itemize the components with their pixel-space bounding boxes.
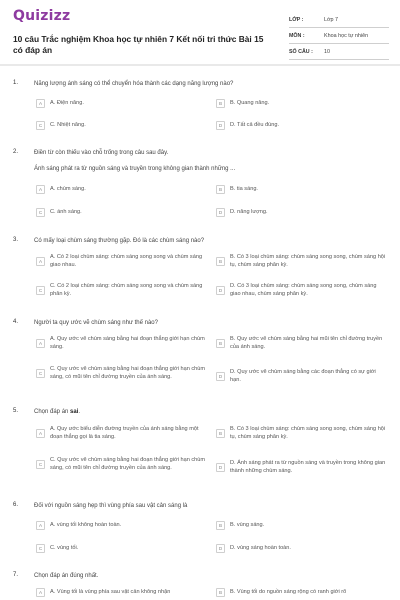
worksheet-title: 10 câu Trắc nghiệm Khoa học tự nhiên 7 Kết nối tri thức Bài 15 có đáp án	[13, 34, 264, 55]
option-text: A. vùng tối không hoàn toàn.	[50, 521, 122, 528]
option-text: C. Nhiệt năng.	[50, 121, 86, 128]
option-b[interactable]	[216, 254, 388, 269]
option-letter-box: D	[216, 286, 225, 295]
option-b[interactable]	[216, 336, 388, 351]
option-b[interactable]	[216, 99, 388, 108]
meta-value: 10	[324, 48, 330, 55]
question-number: 7.	[13, 572, 19, 578]
option-b[interactable]	[216, 426, 388, 441]
option-letter-box: C	[36, 544, 45, 553]
question-number: 2.	[13, 149, 19, 155]
option-text: A. Quy ước vẽ chùm sáng bằng hai đoạn thẳng giới hạn chùm sáng.	[50, 336, 205, 350]
option-a[interactable]	[36, 521, 208, 530]
option-letter-box: A	[36, 339, 45, 348]
option-b[interactable]	[216, 185, 388, 194]
question-text-emphasis: sai	[70, 409, 79, 415]
option-letter-box: B	[216, 429, 225, 438]
option-letter-box: D	[216, 372, 225, 381]
option-d[interactable]	[216, 208, 388, 217]
option-letter-box: B	[216, 521, 225, 530]
worksheet-meta	[289, 12, 389, 60]
option-letter-box: C	[36, 121, 45, 130]
option-c[interactable]	[36, 121, 208, 130]
question-text-post: .	[78, 409, 81, 415]
header-divider	[0, 64, 400, 66]
option-text: C. Quy ước vẽ chùm sáng bằng hai đoạn thẳng giới hạn chùm sáng, có mũi tên chỉ đường truyền của ánh sáng.	[50, 366, 206, 380]
quizizz-logo[interactable]: Quizizz	[13, 8, 71, 24]
question-text: Điền từ còn thiếu vào chỗ trống trong câu sau đây.	[34, 150, 169, 156]
option-a[interactable]	[36, 185, 208, 194]
option-text: B. Vùng tối do nguồn sáng rộng có ranh giới rõ	[230, 588, 347, 595]
option-text: B. tia sáng.	[230, 185, 258, 192]
option-b[interactable]	[216, 588, 388, 597]
option-letter-box: B	[216, 588, 225, 597]
option-c[interactable]	[36, 544, 208, 553]
question-number: 4.	[13, 319, 19, 325]
option-a[interactable]	[36, 254, 208, 269]
option-text: D. Có 3 loại chùm sáng: chùm sáng song song, chùm sáng giao nhau, chùm sáng phân kỳ.	[230, 283, 377, 297]
option-d[interactable]	[216, 544, 388, 553]
option-letter-box: B	[216, 257, 225, 266]
meta-row-count	[289, 44, 389, 60]
option-text: D. Quy ước vẽ chùm sáng bằng các đoạn thẳng có sự giới hạn.	[230, 369, 376, 383]
option-letter-box: B	[216, 185, 225, 194]
meta-label: MÔN :	[289, 32, 305, 39]
option-text: C. Có 2 loại chùm sáng: chùm sáng song song và chùm sáng phân kỳ.	[50, 283, 203, 297]
option-text: C. vùng tối.	[50, 544, 79, 551]
meta-label: SỐ CÂU :	[289, 48, 313, 55]
option-b[interactable]	[216, 521, 388, 530]
option-text: A. chùm sáng.	[50, 185, 86, 192]
option-c[interactable]	[36, 208, 208, 217]
meta-row-class	[289, 12, 389, 28]
option-letter-box: C	[36, 460, 45, 469]
option-letter-box: A	[36, 429, 45, 438]
option-text: C. ánh sáng.	[50, 208, 82, 215]
question-text	[34, 408, 374, 417]
option-c[interactable]	[36, 366, 208, 381]
question-text: Chọn đáp án đúng nhất.	[34, 573, 99, 579]
option-d[interactable]	[216, 369, 388, 384]
option-letter-box: D	[216, 544, 225, 553]
option-text: B. Quy ước vẽ chùm sáng bằng hai mũi tên chỉ đường truyền của ánh sáng.	[230, 336, 383, 350]
option-text: D. năng lượng.	[230, 208, 268, 215]
question-number: 1.	[13, 80, 19, 86]
meta-value: Khoa học tự nhiên	[324, 32, 369, 39]
option-a[interactable]	[36, 336, 208, 351]
question-text: Có mấy loại chùm sáng thường gặp. Đó là các chùm sáng nào?	[34, 238, 205, 244]
option-letter-box: D	[216, 121, 225, 130]
option-letter-box: A	[36, 185, 45, 194]
meta-label: LỚP :	[289, 16, 304, 23]
option-d[interactable]	[216, 460, 388, 475]
option-text: D. Ánh sáng phát ra từ nguồn sáng và truyền trong không gian thành những chùm sáng.	[230, 460, 386, 474]
option-letter-box: D	[216, 463, 225, 472]
option-text: D. Tất cả đều đúng.	[230, 121, 280, 128]
option-c[interactable]	[36, 283, 208, 298]
worksheet-header	[0, 0, 400, 66]
option-text: A. Điện năng.	[50, 99, 84, 106]
option-letter-box: C	[36, 286, 45, 295]
option-letter-box: D	[216, 208, 225, 217]
question-subtext: Ánh sáng phát ra từ nguồn sáng và truyền trong không gian thành những ...	[34, 166, 236, 172]
option-text: D. vùng sáng hoàn toàn.	[230, 544, 291, 551]
question-text: Đối với nguồn sáng hẹp thì vùng phía sau vật cản sáng là	[34, 503, 188, 509]
option-text: A. Vùng tối là vùng phía sau vật cản không nhận	[50, 588, 171, 595]
question-number: 3.	[13, 237, 19, 243]
meta-value: Lớp 7	[324, 16, 339, 23]
question-number: 6.	[13, 502, 19, 508]
option-c[interactable]	[36, 457, 208, 472]
option-letter-box: A	[36, 257, 45, 266]
option-letter-box: C	[36, 369, 45, 378]
option-text: B. vùng sáng.	[230, 521, 265, 528]
option-a[interactable]	[36, 588, 208, 597]
option-a[interactable]	[36, 426, 208, 441]
option-text: B. Có 3 loại chùm sáng: chùm sáng song song, chùm sáng hội tụ, chùm sáng phân kỳ.	[230, 254, 386, 268]
option-text: A. Quy ước biểu diễn đường truyền của ánh sáng bằng một đoạn thẳng gọi là tia sáng.	[50, 426, 199, 440]
option-letter-box: C	[36, 208, 45, 217]
question-text: Người ta quy ước vẽ chùm sáng như thế nào?	[34, 320, 158, 326]
option-d[interactable]	[216, 283, 388, 298]
option-letter-box: B	[216, 99, 225, 108]
option-text: A. Có 2 loại chùm sáng: chùm sáng song song và chùm sáng giao nhau.	[50, 254, 203, 268]
option-letter-box: A	[36, 588, 45, 597]
question-text-pre: Chọn đáp án	[34, 409, 71, 415]
option-d[interactable]	[216, 121, 388, 130]
question-number: 5.	[13, 408, 19, 414]
option-a[interactable]	[36, 99, 208, 108]
option-text: B. Quang năng.	[230, 99, 270, 106]
option-text: C. Quy ước vẽ chùm sáng bằng hai đoạn thẳng giới hạn chùm sáng, có mũi tên chỉ đường truyền của ánh sáng.	[50, 457, 206, 471]
option-text: B. Có 3 loại chùm sáng: chùm sáng song song, chùm sáng hội tụ, chùm sáng phân kỳ.	[230, 426, 386, 440]
option-letter-box: A	[36, 99, 45, 108]
option-letter-box: B	[216, 339, 225, 348]
meta-row-subject	[289, 28, 389, 44]
option-letter-box: A	[36, 521, 45, 530]
question-text: Năng lượng ánh sáng có thể chuyển hóa thành các dạng năng lượng nào?	[34, 81, 234, 87]
